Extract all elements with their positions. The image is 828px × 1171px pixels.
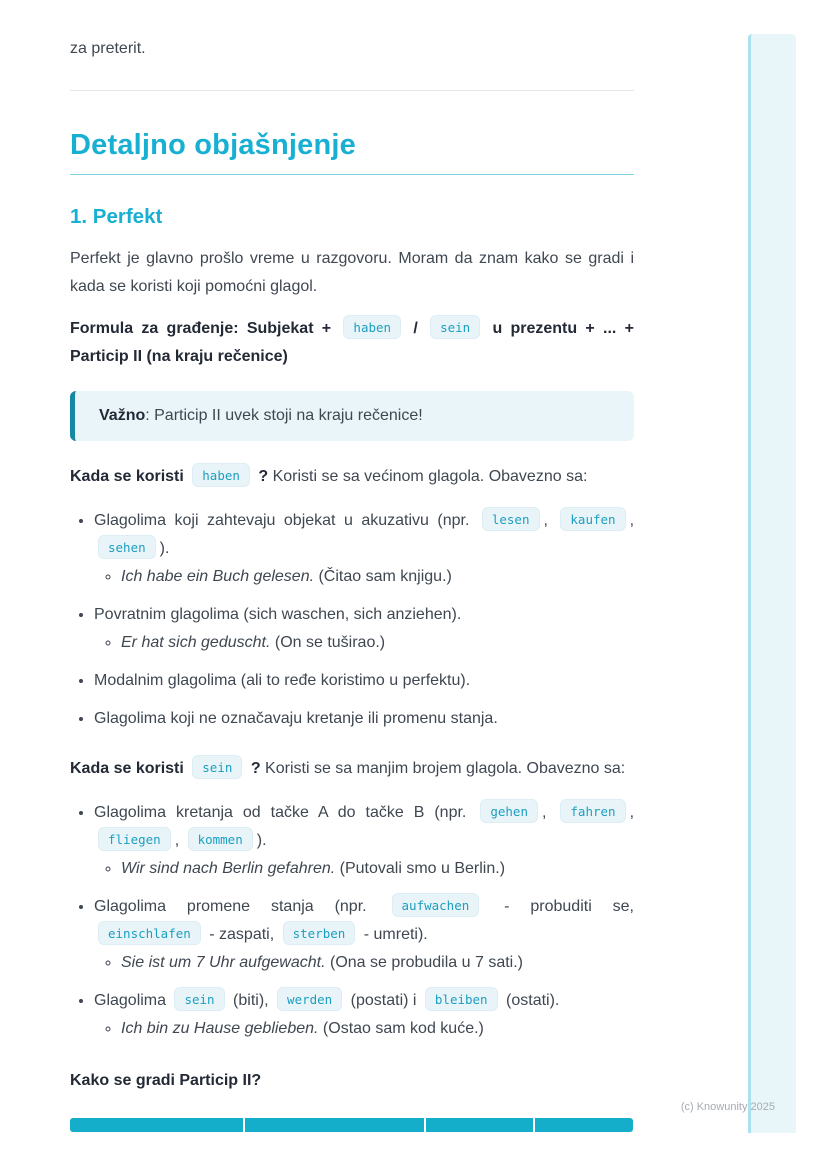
italic-text-run: Sie ist um 7 Uhr aufgewacht.	[121, 954, 326, 971]
text-run: Povratnim glagolima (sich waschen, sich anziehen).	[94, 606, 462, 623]
code-badge: bleiben	[425, 987, 498, 1011]
code-badge: fliegen	[98, 827, 171, 851]
text-run: (Ostao sam kod kuće.)	[318, 1020, 484, 1037]
code-badge: kaufen	[560, 507, 625, 531]
bottom-progress-bar	[70, 1118, 633, 1132]
text-run: ,	[629, 512, 635, 529]
list-item	[94, 987, 634, 1043]
example-item	[121, 949, 634, 977]
text-run: Modalnim glagolima (ali to ređe koristimo u perfektu).	[94, 672, 471, 689]
italic-text-run: Ich bin zu Hause geblieben.	[121, 1020, 319, 1037]
text-run: (biti),	[228, 992, 274, 1009]
code-badge: haben	[343, 315, 401, 339]
intro-paragraph: Perfekt je glavno prošlo vreme u razgovoru. Moram da znam kako se gradi i kada se koristi koji pomoćni glagol.	[70, 250, 634, 295]
bold-text-run: ?	[246, 760, 261, 777]
intro-text: za preterit.	[70, 40, 146, 57]
code-badge: fahren	[560, 799, 625, 823]
haben-bullet-list	[70, 507, 634, 733]
text-run: - zaspati,	[204, 926, 279, 943]
bold-text-run: /	[405, 320, 427, 337]
bold-text-run: Kada se koristi	[70, 468, 189, 485]
example-sublist	[94, 855, 634, 883]
italic-text-run: Wir sind nach Berlin gefahren.	[121, 860, 336, 877]
text-run: (On se tuširao.)	[270, 634, 386, 651]
text-run: (ostati).	[501, 992, 560, 1009]
text-run: Glagolima promene stanja (npr.	[94, 898, 388, 915]
text-run: ,	[541, 804, 557, 821]
list-item	[94, 507, 634, 591]
code-badge: einschlafen	[98, 921, 201, 945]
bold-text-run: Važno	[99, 407, 146, 424]
example-sublist	[94, 1015, 634, 1043]
list-item	[94, 893, 634, 977]
important-note-box	[70, 391, 634, 441]
text-run: - umreti).	[359, 926, 428, 943]
list-item	[94, 799, 634, 883]
example-sublist	[94, 563, 634, 591]
text-run: (Ona se probudila u 7 sati.)	[325, 954, 523, 971]
text-run: Koristi se sa većinom glagola. Obavezno sa:	[268, 468, 588, 485]
bold-text-run: ?	[253, 468, 269, 485]
text-run: ).	[256, 832, 267, 849]
code-badge: sein	[174, 987, 224, 1011]
page-edge-strip	[748, 34, 796, 1133]
progress-segment	[426, 1118, 532, 1132]
example-sublist	[94, 949, 634, 977]
bold-text-run: u prezentu + ... + Particip II (na kraju rečenice)	[70, 320, 634, 365]
code-badge: sehen	[98, 535, 156, 559]
text-run: (Čitao sam knjigu.)	[314, 568, 452, 585]
text-run: - probuditi se,	[483, 898, 635, 915]
text-run: ,	[174, 832, 184, 849]
page-content	[70, 0, 634, 1095]
example-item	[121, 563, 634, 591]
list-item-text	[94, 672, 470, 689]
text-run: ,	[629, 804, 635, 821]
code-badge: gehen	[480, 799, 538, 823]
text-run: Glagolima	[94, 992, 171, 1009]
text-run: Glagolima koji ne označavaju kretanje ili promenu stanja.	[94, 710, 498, 727]
text-run: Koristi se sa manjim brojem glagola. Obavezno sa:	[260, 760, 626, 777]
haben-usage-lead	[70, 463, 634, 491]
list-item-text	[94, 804, 634, 849]
text-run: ).	[159, 540, 170, 557]
copyright-credit: (c) Knowunity 2025	[680, 1101, 775, 1113]
text-run: ,	[543, 512, 557, 529]
sein-usage-lead	[70, 755, 634, 783]
bold-text-run: Formula za građenje: Subjekat +	[70, 320, 340, 337]
list-item-text	[94, 992, 559, 1009]
italic-text-run: Ich habe ein Buch gelesen.	[121, 568, 315, 585]
text-run: Glagolima kretanja od tačke A do tačke B (npr.	[94, 804, 477, 821]
important-note-text	[99, 407, 423, 424]
code-badge: lesen	[482, 507, 540, 531]
italic-text-run: Er hat sich geduscht.	[121, 634, 271, 651]
list-item-text	[94, 898, 634, 943]
code-badge: sein	[192, 755, 242, 779]
list-item-text	[94, 710, 498, 727]
list-item	[94, 601, 634, 657]
section-divider	[70, 90, 634, 91]
list-item-text	[94, 512, 634, 557]
code-badge: sein	[430, 315, 480, 339]
progress-segment	[245, 1118, 425, 1132]
code-badge: kommen	[188, 827, 253, 851]
list-item	[94, 667, 634, 695]
section-title: 1. Perfekt	[70, 205, 163, 228]
text-run: Glagolima koji zahtevaju objekat u akuzativu (npr.	[94, 512, 478, 529]
text-run: : Particip II uvek stoji na kraju rečenice!	[145, 407, 423, 424]
formula-line	[70, 315, 634, 371]
code-badge: werden	[277, 987, 342, 1011]
text-run: (Putovali smo u Berlin.)	[335, 860, 506, 877]
page-title: Detaljno objašnjenje	[70, 127, 634, 175]
code-badge: aufwachen	[392, 893, 480, 917]
code-badge: haben	[192, 463, 250, 487]
participle-heading: Kako se gradi Particip II?	[70, 1072, 262, 1089]
example-sublist	[94, 629, 634, 657]
example-item	[121, 629, 634, 657]
progress-segment	[70, 1118, 243, 1132]
sein-bullet-list	[70, 799, 634, 1043]
bold-text-run: Kada se koristi	[70, 760, 189, 777]
text-run: (postati) i	[346, 992, 421, 1009]
progress-segment	[535, 1118, 633, 1132]
list-item-text	[94, 606, 461, 623]
code-badge: sterben	[283, 921, 356, 945]
list-item	[94, 705, 634, 733]
example-item	[121, 1015, 634, 1043]
example-item	[121, 855, 634, 883]
